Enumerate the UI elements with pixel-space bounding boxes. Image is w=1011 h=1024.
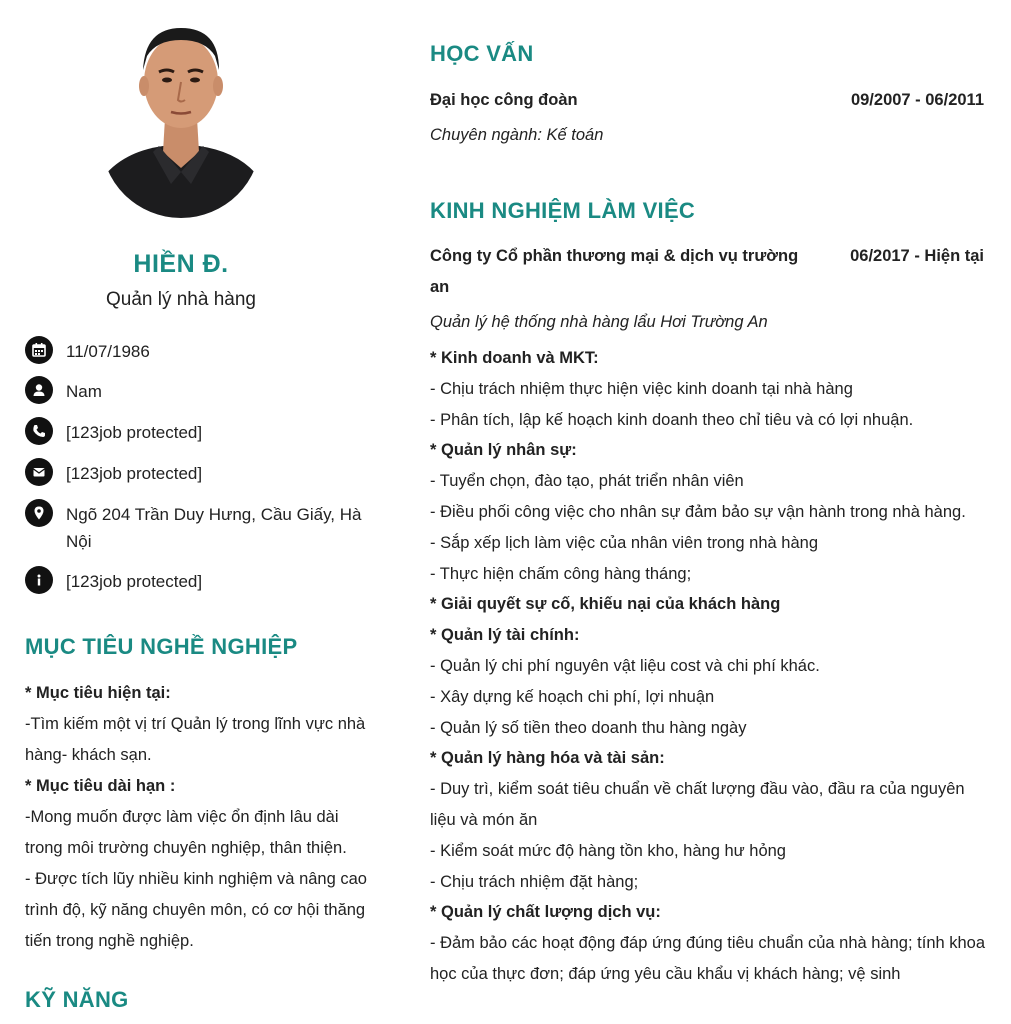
experience-subheading: * Quản lý chất lượng dịch vụ: [430,903,661,922]
address-text: Ngõ 204 Trần Duy Hưng, Cầu Giấy, Hà Nội [66,505,362,551]
phone-icon [25,417,53,445]
phone-text: [123job protected] [66,423,203,442]
education-title: HỌC VẤN [430,41,534,66]
experience-title: KINH NGHIỆM LÀM VIỆC [430,198,696,223]
experience-subheading: * Quản lý nhân sự: [430,441,577,460]
info-row-email [25,460,385,487]
objective-long-text-2: - Được tích lũy nhiều kinh nghiệm và nâng cao trình độ, kỹ năng chuyên môn, có cơ hội thăng tiến trong nghề nghiệp. [25,870,367,950]
info-row-other [25,568,385,595]
experience-subheading: * Giải quyết sự cố, khiếu nại của khách hàng [430,595,781,614]
profile-role: Quản lý nhà hàng [105,289,256,310]
experience-subheading: * Quản lý hàng hóa và tài sản: [430,749,665,768]
info-row-phone [25,419,385,446]
experience-line: - Phân tích, lập kế hoạch kinh doanh theo chỉ tiêu và có lợi nhuận. [430,410,914,429]
info-row-address [25,501,385,555]
experience-line: - Chịu trách nhiệm đặt hàng; [430,872,639,891]
objective-long-text-1: -Mong muốn được làm việc ổn định lâu dài trong môi trường chuyên nghiệp, thân thiện. [25,808,347,857]
birthday-text: 11/07/1986 [66,342,150,361]
objective-long-heading: * Mục tiêu dài hạn : [25,777,176,795]
email-text: [123job protected] [66,464,203,483]
info-icon [25,566,53,594]
profile-name: HIỀN Đ. [133,250,229,278]
experience-details [430,343,990,990]
experience-subheading: * Kinh doanh và MKT: [430,349,599,367]
experience-line: - Duy trì, kiểm soát tiêu chuẩn về chất lượng đầu vào, đầu ra của nguyên liệu và món ăn [430,780,965,829]
other-info-text: [123job protected] [66,572,203,591]
calendar-icon [25,336,53,364]
experience-line: - Sắp xếp lịch làm việc của nhân viên trong nhà hàng [430,533,818,552]
location-icon [25,499,53,527]
avatar [101,0,261,218]
education-dates: 09/2007 - 06/2011 [850,91,984,109]
experience-line: - Đảm bảo các hoạt động đáp ứng đúng tiêu chuẩn của nhà hàng; tính khoa học của thực đơn; đáp ứng yêu cầu khẩu vị khách hàng; vệ sinh [430,934,986,983]
email-icon [25,458,53,486]
user-icon [25,376,53,404]
experience-line: - Quản lý số tiền theo doanh thu hàng ngày [430,718,747,737]
objective-current-heading: * Mục tiêu hiện tại: [25,684,171,702]
experience-line: - Kiểm soát mức độ hàng tồn kho, hàng hư hỏng [430,841,786,860]
experience-subheading: * Quản lý tài chính: [430,626,580,645]
experience-company: Công ty Cổ phần thương mại & dịch vụ trường an [430,247,799,296]
left-column [0,0,390,1024]
experience-position: Quản lý hệ thống nhà hàng lẩu Hơi Trường An [430,313,768,331]
objective-title: MỤC TIÊU NGHỀ NGHIỆP [25,634,298,659]
objective-current-text: -Tìm kiếm một vị trí Quản lý trong lĩnh vực nhà hàng- khách sạn. [25,715,366,764]
education-major: Chuyên ngành: Kế toán [430,126,604,144]
experience-line: - Điều phối công việc cho nhân sự đảm bảo sự vận hành trong nhà hàng. [430,502,966,521]
objective-body [25,678,370,957]
skills-title: KỸ NĂNG [25,987,129,1012]
info-row-gender [25,378,385,405]
experience-line: - Chịu trách nhiệm thực hiện việc kinh doanh tại nhà hàng [430,379,853,398]
experience-line: - Tuyển chọn, đào tạo, phát triển nhân viên [430,472,744,491]
info-row-birthday [25,338,385,365]
experience-dates: 06/2017 - Hiện tại [850,247,984,265]
experience-line: - Quản lý chi phí nguyên vật liệu cost và chi phí khác. [430,656,820,675]
right-column [430,0,990,1024]
experience-line: - Thực hiện chấm công hàng tháng; [430,564,692,583]
education-school: Đại học công đoàn [430,91,578,109]
experience-line: - Xây dựng kế hoạch chi phí, lợi nhuận [430,687,715,706]
gender-text: Nam [66,382,102,401]
